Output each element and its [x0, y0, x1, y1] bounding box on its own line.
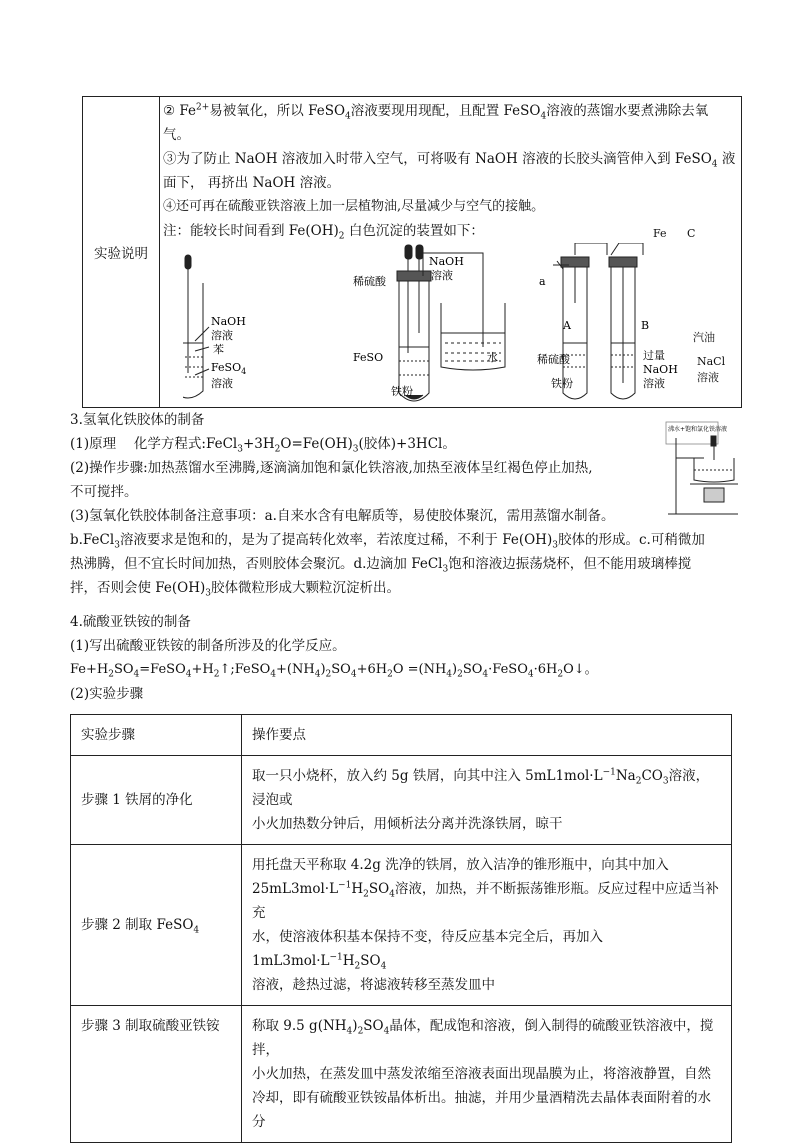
apparatus-1 [183, 255, 209, 398]
fig-label-tiefen-2: 铁粉 [551, 377, 573, 390]
fig-label-xiliusuan: 稀硫酸 [353, 275, 386, 288]
fig-label-fe: Fe [653, 227, 667, 240]
fig-label-a: a [539, 275, 546, 288]
note-item-2: ② $Fe^{2+}$易被氧化，所以 FeSO$_4$溶液要现用现配，且配置 FeSO$_4$溶液的蒸馏水要煮沸除去氧 [163, 102, 709, 122]
fig-label-rongye-4: 溶液 [643, 377, 665, 390]
section-4-equation: $Fe+H_2SO_4=FeSO_4+H_2↑;FeSO_4+(NH_4)_2SO_4+6H_2O$ $=(NH_4)_2SO_4\cdot FeSO_4\cdot 6H_2O↓$。 [70, 662, 598, 680]
fig-label-A: A [563, 319, 571, 332]
table-row: 步骤 2 制取 FeSO$_4$ 用托盘天平称取 4.2g 洗净的铁屑，放入洁净的锥形瓶中，向其中加入 $25mL3mol\cdot L^{-1}H_2SO_4$溶液，加热，并不断振荡锥形瓶。反应过程中应适当补充 水，使溶液体积基本保持不变，待反应基本完全后，再加入 $1mL3mol\cdot L^{-1}H_2SO_4$ 溶液，趁热过滤，将滤液转移至蒸发皿中 [71, 845, 732, 1006]
note-item-4: ④还可再在硫酸亚铁溶液上加一层植物油,尽量减少与空气的接触。 [163, 199, 545, 214]
note-item-3: ③为了防止 NaOH 溶液加入时带入空气，可将吸有 NaOH 溶液的长胶头滴管伸入到 FeSO$_4$ 液 [163, 151, 736, 170]
fig-label-naoh: NaOH [211, 315, 246, 328]
section-3-notes-cont: b.FeCl$_3$溶液要求是饱和的，是为了提高转化效率，若浓度过稀，不利于 $Fe(OH)_3$胶体的形成。c.可稍微加 热沸腾，但不宜长时间加热，否则胶体会聚沉。d.边滴加 FeCl$_3$饱和溶液边振荡烧杯，但不能用玻璃棒搅 拌，否则会使 $Fe(OH)_3$胶体微粒形成大颗粒沉淀析出。 [70, 532, 705, 599]
section-3-notes: (3)氢氧化铁胶体制备注意事项：a.自来水含有电解质等，易使胶体聚沉，需用蒸馏水制备。 [70, 508, 615, 524]
experiment-notes-table [82, 96, 742, 408]
table-row: 步骤 3 制取硫酸亚铁铵 称取 9.5 $g(NH_4)_2SO_4$晶体，配成饱和溶液，倒入制得的硫酸亚铁溶液中，搅拌， 小火加热，在蒸发皿中蒸发浓缩至溶液表面出现晶膜为止，将溶液静置，自然 冷却，即有硫酸亚铁铵晶体析出。抽滤，并用少量酒精洗去晶体表面附着的水 分 [71, 1006, 732, 1143]
fig-label-shui: 水 [487, 351, 498, 364]
table-row: 步骤 1 铁屑的净化 取一只小烧杯，放入约 5g 铁屑，向其中注入 $5mL1mol\cdot L^{-1}Na_2CO_3$溶液，浸泡或 小火加热数分钟后，用倾析法分离并洗涤铁屑，晾干 [71, 756, 732, 845]
fig-label-guoliang: 过量 [643, 349, 665, 362]
header-points: 操作要点 [242, 715, 732, 756]
fig-label-rongye-3: 溶液 [431, 269, 453, 282]
apparatus-figure [183, 243, 733, 403]
note-item-3-cont: 面下， 再挤出 NaOH 溶液。 [163, 175, 341, 191]
section-4 [70, 610, 740, 706]
fig-label-ben: 苯 [213, 343, 224, 356]
section-3-principle: (1)原理 化学方程式$:FeCl_3+3H_2O=Fe(OH)_3$(胶体)+3HCl。 [70, 436, 456, 455]
note-item-2-cont: 气。 [163, 127, 190, 143]
fig-label-rongye-5: 溶液 [697, 371, 719, 384]
colloid-apparatus-figure [664, 418, 742, 518]
fig-label-naoh-2: NaOH [429, 255, 464, 268]
section-4-title: 4.硫酸亚铁铵的制备 [70, 614, 191, 630]
notes-body [163, 99, 739, 243]
section-4-p1: (1)写出硫酸亚铁铵的制备所涉及的化学反应。 [70, 638, 346, 654]
fig-label-rongye-1: 溶液 [211, 329, 233, 342]
fig-label-B: B [641, 319, 650, 332]
section-3 [70, 408, 670, 528]
table-header-row [71, 715, 732, 756]
fig-label-feso4-2: FeSO [353, 351, 384, 364]
fig-label-naoh-3: NaOH [643, 363, 678, 376]
header-step: 实验步骤 [71, 715, 242, 756]
fig-label-C: C [687, 227, 696, 240]
fig-label-nacl: NaCl [697, 355, 726, 368]
fig-label-tiefen: 铁粉 [391, 385, 413, 398]
section-3-steps: (2)操作步骤:加热蒸馏水至沸腾,逐滴滴加饱和氯化铁溶液,加热至液体呈红褐色停止加热, [70, 460, 593, 476]
note-apparatus: 注：能较长时间看到 $Fe(OH)_2$ 白色沉淀的装置如下： [163, 223, 484, 242]
section-4-p2: (2)实验步骤 [70, 686, 144, 702]
fig-label-rongye-2: 溶液 [211, 377, 233, 390]
section-3-steps-cont: 不可搅拌。 [70, 484, 138, 500]
steps-table [70, 714, 732, 1143]
small-fig-label: 沸水+饱和氯化铁溶液 [668, 426, 728, 433]
notes-label: 实验说明 [83, 97, 160, 407]
fig-label-xiliusuan-2: 稀硫酸 [537, 353, 570, 366]
fig-label-qiyou: 汽油 [693, 331, 715, 344]
fig-label-feso4: FeSO$_4$ [211, 361, 247, 376]
section-3-title: 3.氢氧化铁胶体的制备 [70, 412, 205, 428]
